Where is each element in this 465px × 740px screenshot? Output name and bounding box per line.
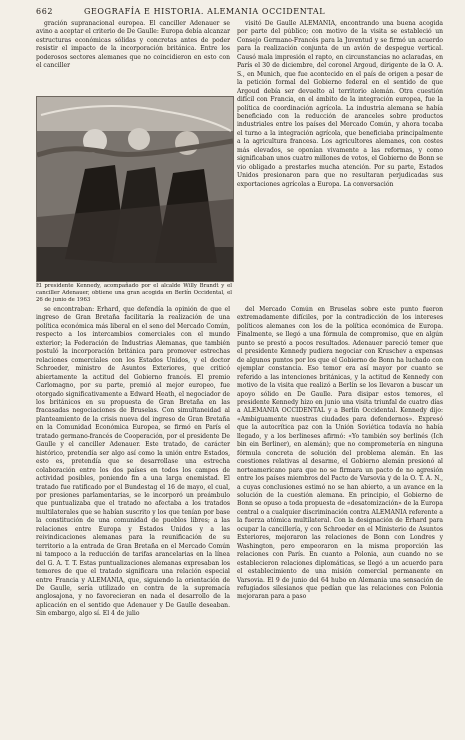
left-column-bottom bbox=[36, 306, 230, 619]
right-column-bottom bbox=[237, 306, 443, 602]
photo-caption: El presidente Kennedy, acompañado por el alcalde Willy Brandt y el canciller Adenauer, obtiene una gran acogida en Berlín Occidental, el 26 de junio de 1963 bbox=[36, 283, 232, 303]
right-top-text: visitó De Gaulle ALEMANIA, encontrando una buena acogida por parte del público; con motivo de la visita se estableció un Consejo Germano-Francés para la Juventud y se firmó un acuerdo para la realización conjunta de un avión de despegue vertical. Causó mala impresión el rapto, en circunstancias no aclaradas, en París el 30 de diciembre, del coronel Argoud, dirigente de la O. A. S., en Munich, que fue acontecido en el país de origen a pesar de la petición formal del Gobierno federal en el sentido de que Argoud debía ser devuelto al territorio alemán. Otra cuestión difícil con Francia, en el ámbito de la integración europea, fue la política de coordinación agrícola. La industria alemana se había beneficiado con la reducción de aranceles sobre productos industriales entre los países del Mercado Común, y ahora tocaba el turno a la integración agrícola, que beneficiaba principalmente a la agricultura francesa. Los agricultores alemanes, con costes más elevados, se oponían vivamente a las reformas, y como significaban unos cuatro millones de votos, el Gobierno de Bonn se vio obligado a prestarles mucha atención. Por su parte, Estados Unidos presionaron para que no resultaran perjudicadas sus exportaciones agrícolas a Europa. La conversación bbox=[237, 20, 443, 188]
page-header bbox=[36, 6, 441, 20]
left-top-text: gración supranacional europea. El canciller Adenauer se avino a aceptar el criterio de De Gaulle: Europa debía alcanzar estructuras económicas sólidas y concretas antes de poder resistir el impacto de la incorporación británica. Entre los poderosos sectores alemanes que no coincidieron en esto con el canciller bbox=[36, 20, 230, 70]
photo-drawing bbox=[37, 97, 233, 281]
right-column-top bbox=[237, 20, 443, 189]
page-number: 662 bbox=[36, 7, 54, 16]
left-column-top bbox=[36, 20, 230, 71]
right-bottom-text: del Mercado Común en Bruselas sobre este punto fueron extremadamente difíciles, por la contradicción de los intereses políticos alemanes con los de la política económica de Europa. Finalmente, se llegó a una fórmula de compromiso, que en algún punto se prestó a pocos resultados. Adenauer pareció temer que el presidente Kennedy pudiera negociar con Kruschev a expensas de algunos puntos por los que el Gobierno de Bonn ha luchado con ejemplar constancia. Eso temor era así mayor por cuanto se referido a las intenciones británicas, y la actitud de Kennedy con motivo de la visita que realizó a Berlín se los llevaron a buscar un apoyo sólido en De Gaulle. Para disipar estos temores, el presidente Kennedy hizo en junio una visita triunfal de cuatro días a ALEMANIA OCCIDENTAL y a Berlín Occidental. Kennedy dijo: «Ambiguamente nuestras ciudades para defendernos». Expresó que la autocrítica paz con la Unión Soviética todavía no había llegado, y a los berlineses afirmó: «Yo también soy berlinés (Ich bin ein Berliner), en alemán); que no comprometería en ninguna fórmula concreta de solución del problema alemán. En las cuestiones relativas al desarme, el Gobierno alemán presionó al norteamericano para que no se firmara un pacto de no agresión entre los países miembros del Pacto de Varsovia y de la O. T. A. N., a cuyas conclusiones estimó no se han abierto, a un avance en la solución de la cuestión alemana. En principio, el Gobierno de Bonn se opuso a toda propuesta de «desatomización» de la Europa central o a cualquier discriminación contra ALEMANIA referente a la fuerza atómica multilateral. Con la designación de Erhard para ocupar la cancillería, y con Schroeder en el Ministerio de Asuntos Exteriores, mejoraron las relaciones de Bonn con Londres y Washington, pero empeoraron en la misma proporción las relaciones con París. En cuanto a Polonia, aun cuando no se establecieron relaciones diplomáticas, se llegó a un acuerdo para el establecimiento de una misión comercial permanente en Varsovia. El 9 de junio del 64 hubo en Alemania una sensación de refugiados silesianos que pedían que las relaciones con Polonia mejoraran para a paso bbox=[237, 306, 443, 601]
left-bottom-text: se encontraban: Erhard, que defendía la opinión de que el ingreso de Gran Bretaña facilitaría la realización de una política económica más liberal en el seno del Mercado Común, respecto a los intercambios comerciales con el mundo exterior; la Federación de Industrias Alemanas, que también postuló la incorporación británica para promover estrechas relaciones comerciales con los Estados Unidos, y el doctor Schroeder, ministro de Asuntos Exteriores, que criticó abiertamente la actitud del Gobierno francés. El premio Carlomagno, por su parte, premió al mejor europeo, fue otorgado significativamente a Edward Heath, el negociador de los británicos en su propuesta de Gran Bretaña en las fracasadas negociaciones de Bruselas. Con simultaneidad al planteamiento de la crisis nueva del ingreso de Gran Bretaña en la Comunidad Económica Europea, se firmó en París el tratado germano-francés de Cooperación, por el presidente De Gaulle y el canciller Adenauer. Este tratado, de carácter histórico, pretendía ser algo así como la unión entre Estados, esto es, pretendía que se desarrollase una estrecha colaboración entre los dos países en todos los campos de actividad posibles, poniendo fin a una larga enemistad. El tratado fue ratificado por el Bundestag el 16 de mayo, el cual, por presiones parlamentarias, se le incorporó un preámbulo que puntualizaba que el tratado no afectaba a los tratados multilaterales que se habían suscrito y los que tenían por base la constitución de una comunidad de pueblos libres; a las relaciones entre Europa y Estados Unidos y a las reivindicaciones alemanas para la reunificación de su territorio a la entrada de Gran Bretaña en el Mercado Común ni tampoco a la reducción de tarifas arancelarias en la línea del G. A. T. T. Estas puntualizaciones alemanas expresaban los temores de que el tratado significara una relación especial entre Francia y ALEMANIA, que, siguiendo la orientación de De Gaulle, sería utilizado en contra de la supremacía anglosajona, y no favorecieran en nada el desarrollo de la aplicación en el sentido que Adenauer y De Gaulle deseaban. Sin embargo, algo sí. El 4 de julio bbox=[36, 306, 230, 618]
kennedy-photo bbox=[36, 96, 234, 282]
page-title: GEOGRAFÍA E HISTORIA. ALEMANIA OCCIDENTAL bbox=[84, 7, 326, 16]
